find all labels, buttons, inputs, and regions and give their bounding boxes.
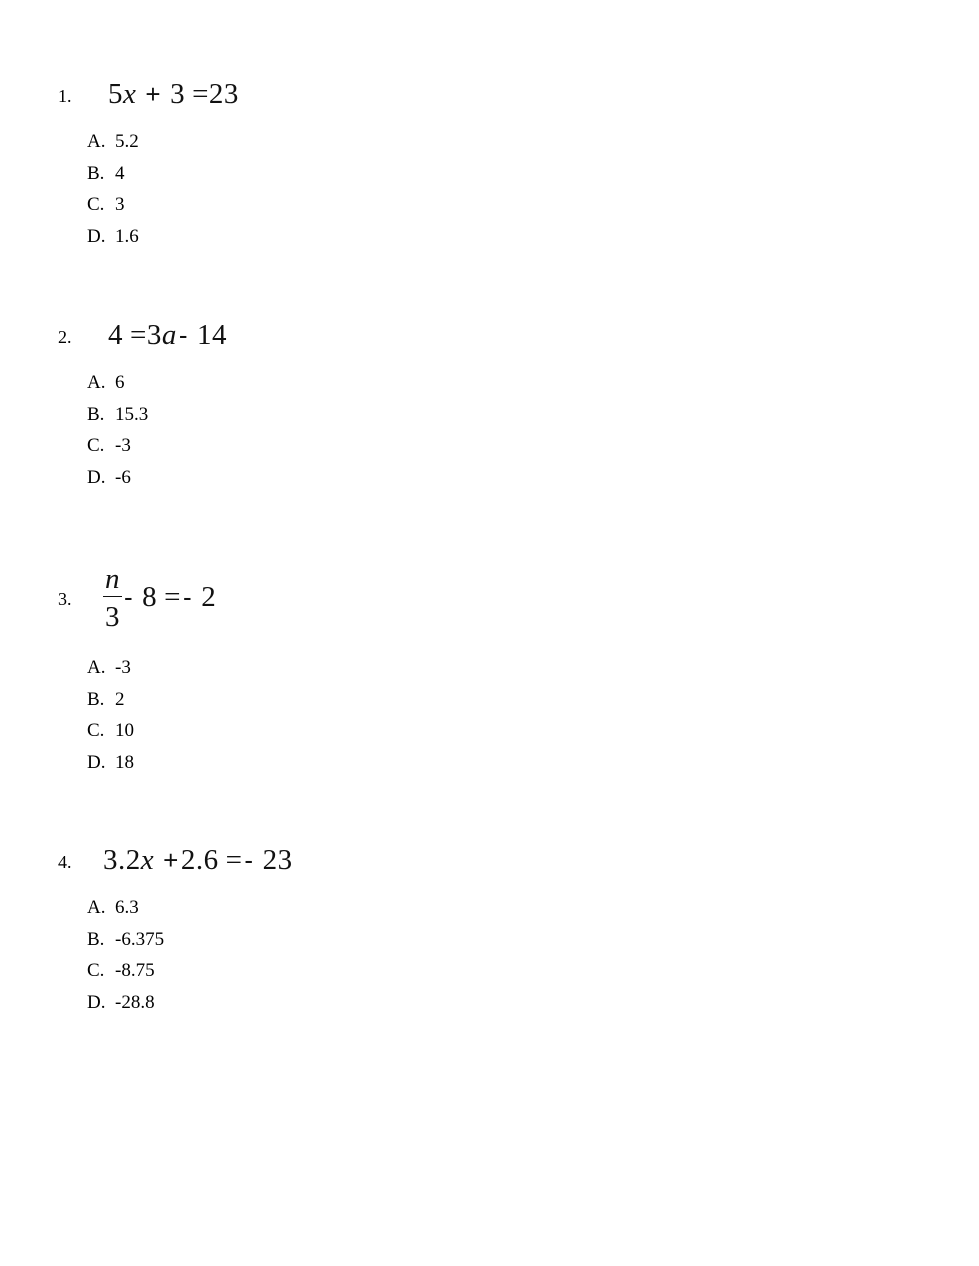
choice-letter: A. — [87, 372, 106, 393]
constant: 14 — [197, 319, 228, 351]
constant: 2.6 — [180, 844, 219, 876]
left-value: 4 — [108, 319, 123, 351]
fraction-denominator: 3 — [105, 601, 120, 633]
choice-value: 10 — [115, 720, 134, 742]
variable: x — [123, 78, 137, 110]
coefficient: 3 — [146, 319, 162, 351]
choice-c[interactable] — [87, 195, 139, 227]
choice-letter: C. — [87, 960, 105, 982]
equals-sign: = — [192, 78, 209, 110]
answer-choices — [87, 658, 134, 785]
choice-c[interactable] — [87, 961, 164, 993]
choice-b[interactable] — [87, 930, 164, 962]
choice-value: 18 — [115, 752, 134, 774]
constant: 8 — [142, 581, 158, 614]
choice-value: -28.8 — [115, 992, 155, 1014]
choice-a[interactable] — [87, 898, 164, 930]
choice-value: 2 — [115, 688, 125, 710]
choice-value: -8.75 — [115, 960, 155, 982]
choice-letter: D. — [87, 467, 106, 489]
choice-d[interactable] — [87, 993, 164, 1025]
answer-choices — [87, 373, 148, 500]
choice-letter: A. — [87, 657, 106, 678]
equals-sign: = — [130, 319, 147, 351]
choice-value: 4 — [115, 162, 125, 184]
choice-value: 6 — [115, 372, 125, 393]
operator: + — [145, 79, 162, 109]
choice-letter: C. — [87, 435, 105, 457]
choice-b[interactable] — [87, 405, 148, 437]
choice-letter: B. — [87, 162, 105, 184]
fraction-numerator: n — [105, 563, 120, 595]
choice-letter: D. — [87, 752, 106, 774]
negative-sign: - — [183, 582, 193, 613]
operator: + — [163, 845, 179, 875]
choice-c[interactable] — [87, 436, 148, 468]
choice-b[interactable] — [87, 164, 139, 196]
choice-letter: B. — [87, 688, 105, 710]
result: 23 — [208, 78, 239, 110]
choice-letter: B. — [87, 928, 105, 950]
equation — [108, 80, 239, 109]
equals-sign: = — [225, 844, 243, 876]
choice-value: -6 — [115, 467, 131, 489]
operator: - — [178, 320, 189, 350]
choice-letter: C. — [87, 194, 105, 216]
choice-value: 15.3 — [115, 403, 149, 425]
question-number: 1. — [58, 86, 72, 106]
equation — [103, 563, 217, 633]
answer-choices — [87, 898, 164, 1025]
result: 2 — [201, 581, 217, 614]
choice-c[interactable] — [87, 721, 134, 753]
question-number: 3. — [58, 589, 72, 609]
choice-value: -6.375 — [115, 928, 165, 950]
choice-letter: B. — [87, 403, 105, 425]
choice-a[interactable] — [87, 132, 139, 164]
equation — [103, 846, 293, 875]
equals-sign: = — [164, 581, 182, 614]
choice-a[interactable] — [87, 373, 148, 405]
choice-value: -3 — [115, 435, 131, 457]
variable: a — [161, 319, 177, 351]
coefficient: 5 — [108, 78, 123, 110]
negative-sign: - — [244, 845, 254, 875]
coefficient: 3.2 — [103, 844, 141, 876]
choice-letter: D. — [87, 992, 106, 1014]
question-number: 4. — [58, 852, 72, 872]
choice-d[interactable] — [87, 227, 139, 259]
answer-choices — [87, 132, 139, 259]
operator: - — [124, 582, 134, 613]
equation — [108, 321, 227, 350]
choice-a[interactable] — [87, 658, 134, 690]
result: 23 — [262, 844, 293, 876]
constant: 3 — [170, 78, 186, 110]
choice-value: 5.2 — [115, 131, 139, 152]
choice-letter: A. — [87, 897, 106, 918]
choice-letter: C. — [87, 720, 105, 742]
choice-d[interactable] — [87, 753, 134, 785]
choice-d[interactable] — [87, 468, 148, 500]
choice-letter: D. — [87, 226, 106, 248]
question-number: 2. — [58, 327, 72, 347]
choice-value: 3 — [115, 194, 125, 216]
choice-value: 1.6 — [115, 226, 139, 248]
variable: x — [140, 844, 155, 876]
choice-value: -3 — [115, 657, 131, 678]
choice-letter: A. — [87, 131, 106, 152]
choice-b[interactable] — [87, 690, 134, 722]
choice-value: 6.3 — [115, 897, 139, 918]
fraction — [103, 565, 122, 632]
